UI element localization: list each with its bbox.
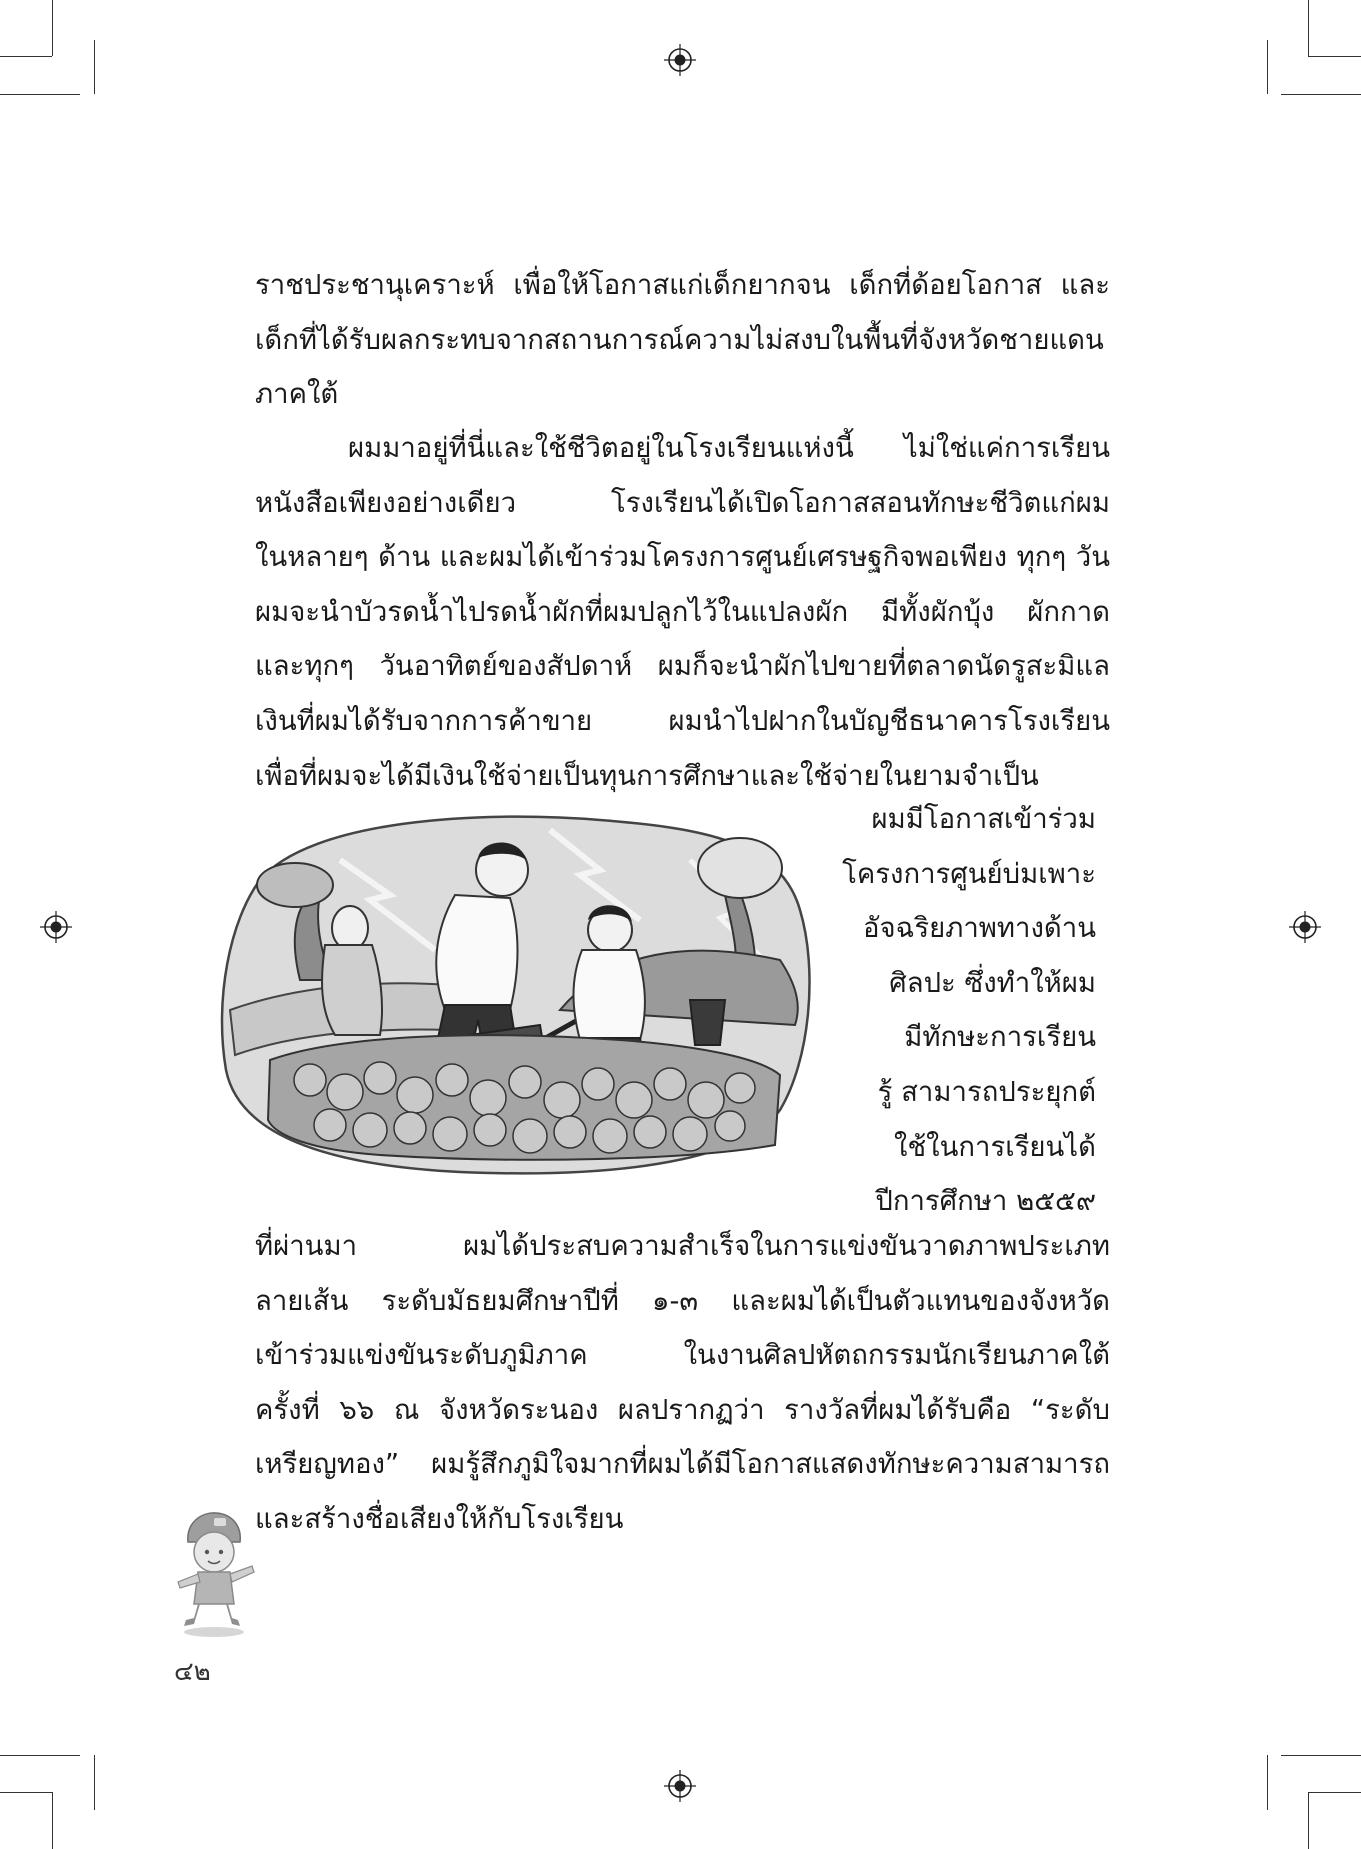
text-line: ปีการศึกษา ๒๕๕๙ — [875, 1185, 1096, 1218]
crop-mark — [1267, 40, 1268, 94]
registration-mark-icon — [1289, 911, 1321, 943]
text-line: ใช้ในการเรียนได้ — [894, 1130, 1096, 1163]
crop-mark — [94, 1755, 95, 1810]
text-line: และสร้างชื่อเสียงให้กับโรงเรียน — [255, 1502, 624, 1535]
registration-mark-icon — [664, 1770, 696, 1802]
crop-mark — [1308, 1792, 1309, 1849]
crop-mark — [0, 1792, 52, 1793]
registration-mark-icon — [664, 44, 696, 76]
crop-mark — [1281, 94, 1361, 95]
paragraph-1 — [255, 258, 1110, 422]
page-number: ๔๒ — [174, 1657, 211, 1687]
text-line: เข้าร่วมแข่งขันระดับภูมิภาค ในงานศิลปหัตถกรรมนักเรียนภาคใต้ — [255, 1339, 1110, 1372]
text-line: และทุกๆ วันอาทิตย์ของสัปดาห์ ผมก็จะนำผักไปขายที่ตลาดนัดรูสะมิแล — [255, 650, 1110, 683]
text-line: มีทักษะการเรียน — [904, 1021, 1096, 1054]
crop-mark — [1308, 0, 1309, 56]
crop-mark — [0, 56, 52, 57]
crop-mark — [0, 1755, 80, 1756]
text-line: ผมมาอยู่ที่นี่และใช้ชีวิตอยู่ในโรงเรียนแห่งนี้ ไม่ใช่แค่การเรียน — [348, 432, 1110, 464]
crop-mark — [52, 0, 53, 56]
registration-mark-icon — [40, 911, 72, 943]
text-line: โครงการศูนย์บ่มเพาะ — [842, 857, 1096, 890]
crop-mark — [1281, 1755, 1361, 1756]
text-line: หนังสือเพียงอย่างเดียว โรงเรียนได้เปิดโอกาสสอนทักษะชีวิตแก่ผม — [255, 486, 1110, 519]
text-line: ในหลายๆ ด้าน และผมได้เข้าร่วมโครงการศูนย์เศรษฐกิจพอเพียง ทุกๆ วัน — [255, 541, 1110, 574]
paragraph-3 — [255, 1219, 1110, 1547]
text-line: ที่ผ่านมา ผมได้ประสบความสำเร็จในการแข่งขันวาดภาพประเภท — [255, 1230, 1110, 1262]
boy-mascot-illustration — [168, 1508, 260, 1638]
text-line: เด็กที่ได้รับผลกระทบจากสถานการณ์ความไม่สงบในพื้นที่จังหวัดชายแดน — [255, 323, 1104, 356]
text-line: รู้ สามารถประยุกต์ — [877, 1075, 1096, 1108]
crop-mark — [0, 94, 80, 95]
text-line: ศิลปะ ซึ่งทำให้ผม — [889, 966, 1096, 999]
text-line: ครั้งที่ ๖๖ ณ จังหวัดระนอง ผลปรากฏว่า รางวัลที่ผมได้รับคือ “ระดับ — [255, 1393, 1110, 1426]
text-line: เงินที่ผมได้รับจากการค้าขาย ผมนำไปฝากในบัญชีธนาคารโรงเรียน — [255, 704, 1110, 737]
garden-watering-illustration — [220, 800, 820, 1180]
crop-mark — [1308, 1792, 1361, 1793]
side-text — [818, 792, 1096, 1229]
text-line: เหรียญทอง” ผมรู้สึกภูมิใจมากที่ผมได้มีโอกาสแสดงทักษะความสามารถ — [255, 1448, 1110, 1481]
crop-mark — [94, 40, 95, 94]
text-line: ผมจะนำบัวรดน้ำไปรดน้ำผักที่ผมปลูกไว้ในแปลงผัก มีทั้งผักบุ้ง ผักกาด — [255, 595, 1110, 628]
text-line: ราชประชานุเคราะห์ เพื่อให้โอกาสแก่เด็กยากจน เด็กที่ด้อยโอกาส และ — [255, 269, 1110, 301]
text-line: เพื่อที่ผมจะได้มีเงินใช้จ่ายเป็นทุนการศึกษาและใช้จ่ายในยามจำเป็น — [255, 759, 1039, 792]
text-line: ผมมีโอกาสเข้าร่วม — [871, 803, 1096, 835]
crop-mark — [1267, 1755, 1268, 1810]
text-line: อัจฉริยภาพทางด้าน — [862, 912, 1096, 945]
paragraph-2 — [255, 421, 1110, 803]
crop-mark — [52, 1792, 53, 1849]
text-line: ลายเส้น ระดับมัธยมศึกษาปีที่ ๑-๓ และผมได้เป็นตัวแทนของจังหวัด — [255, 1284, 1110, 1317]
text-line: ภาคใต้ — [255, 378, 339, 411]
crop-mark — [1308, 56, 1361, 57]
